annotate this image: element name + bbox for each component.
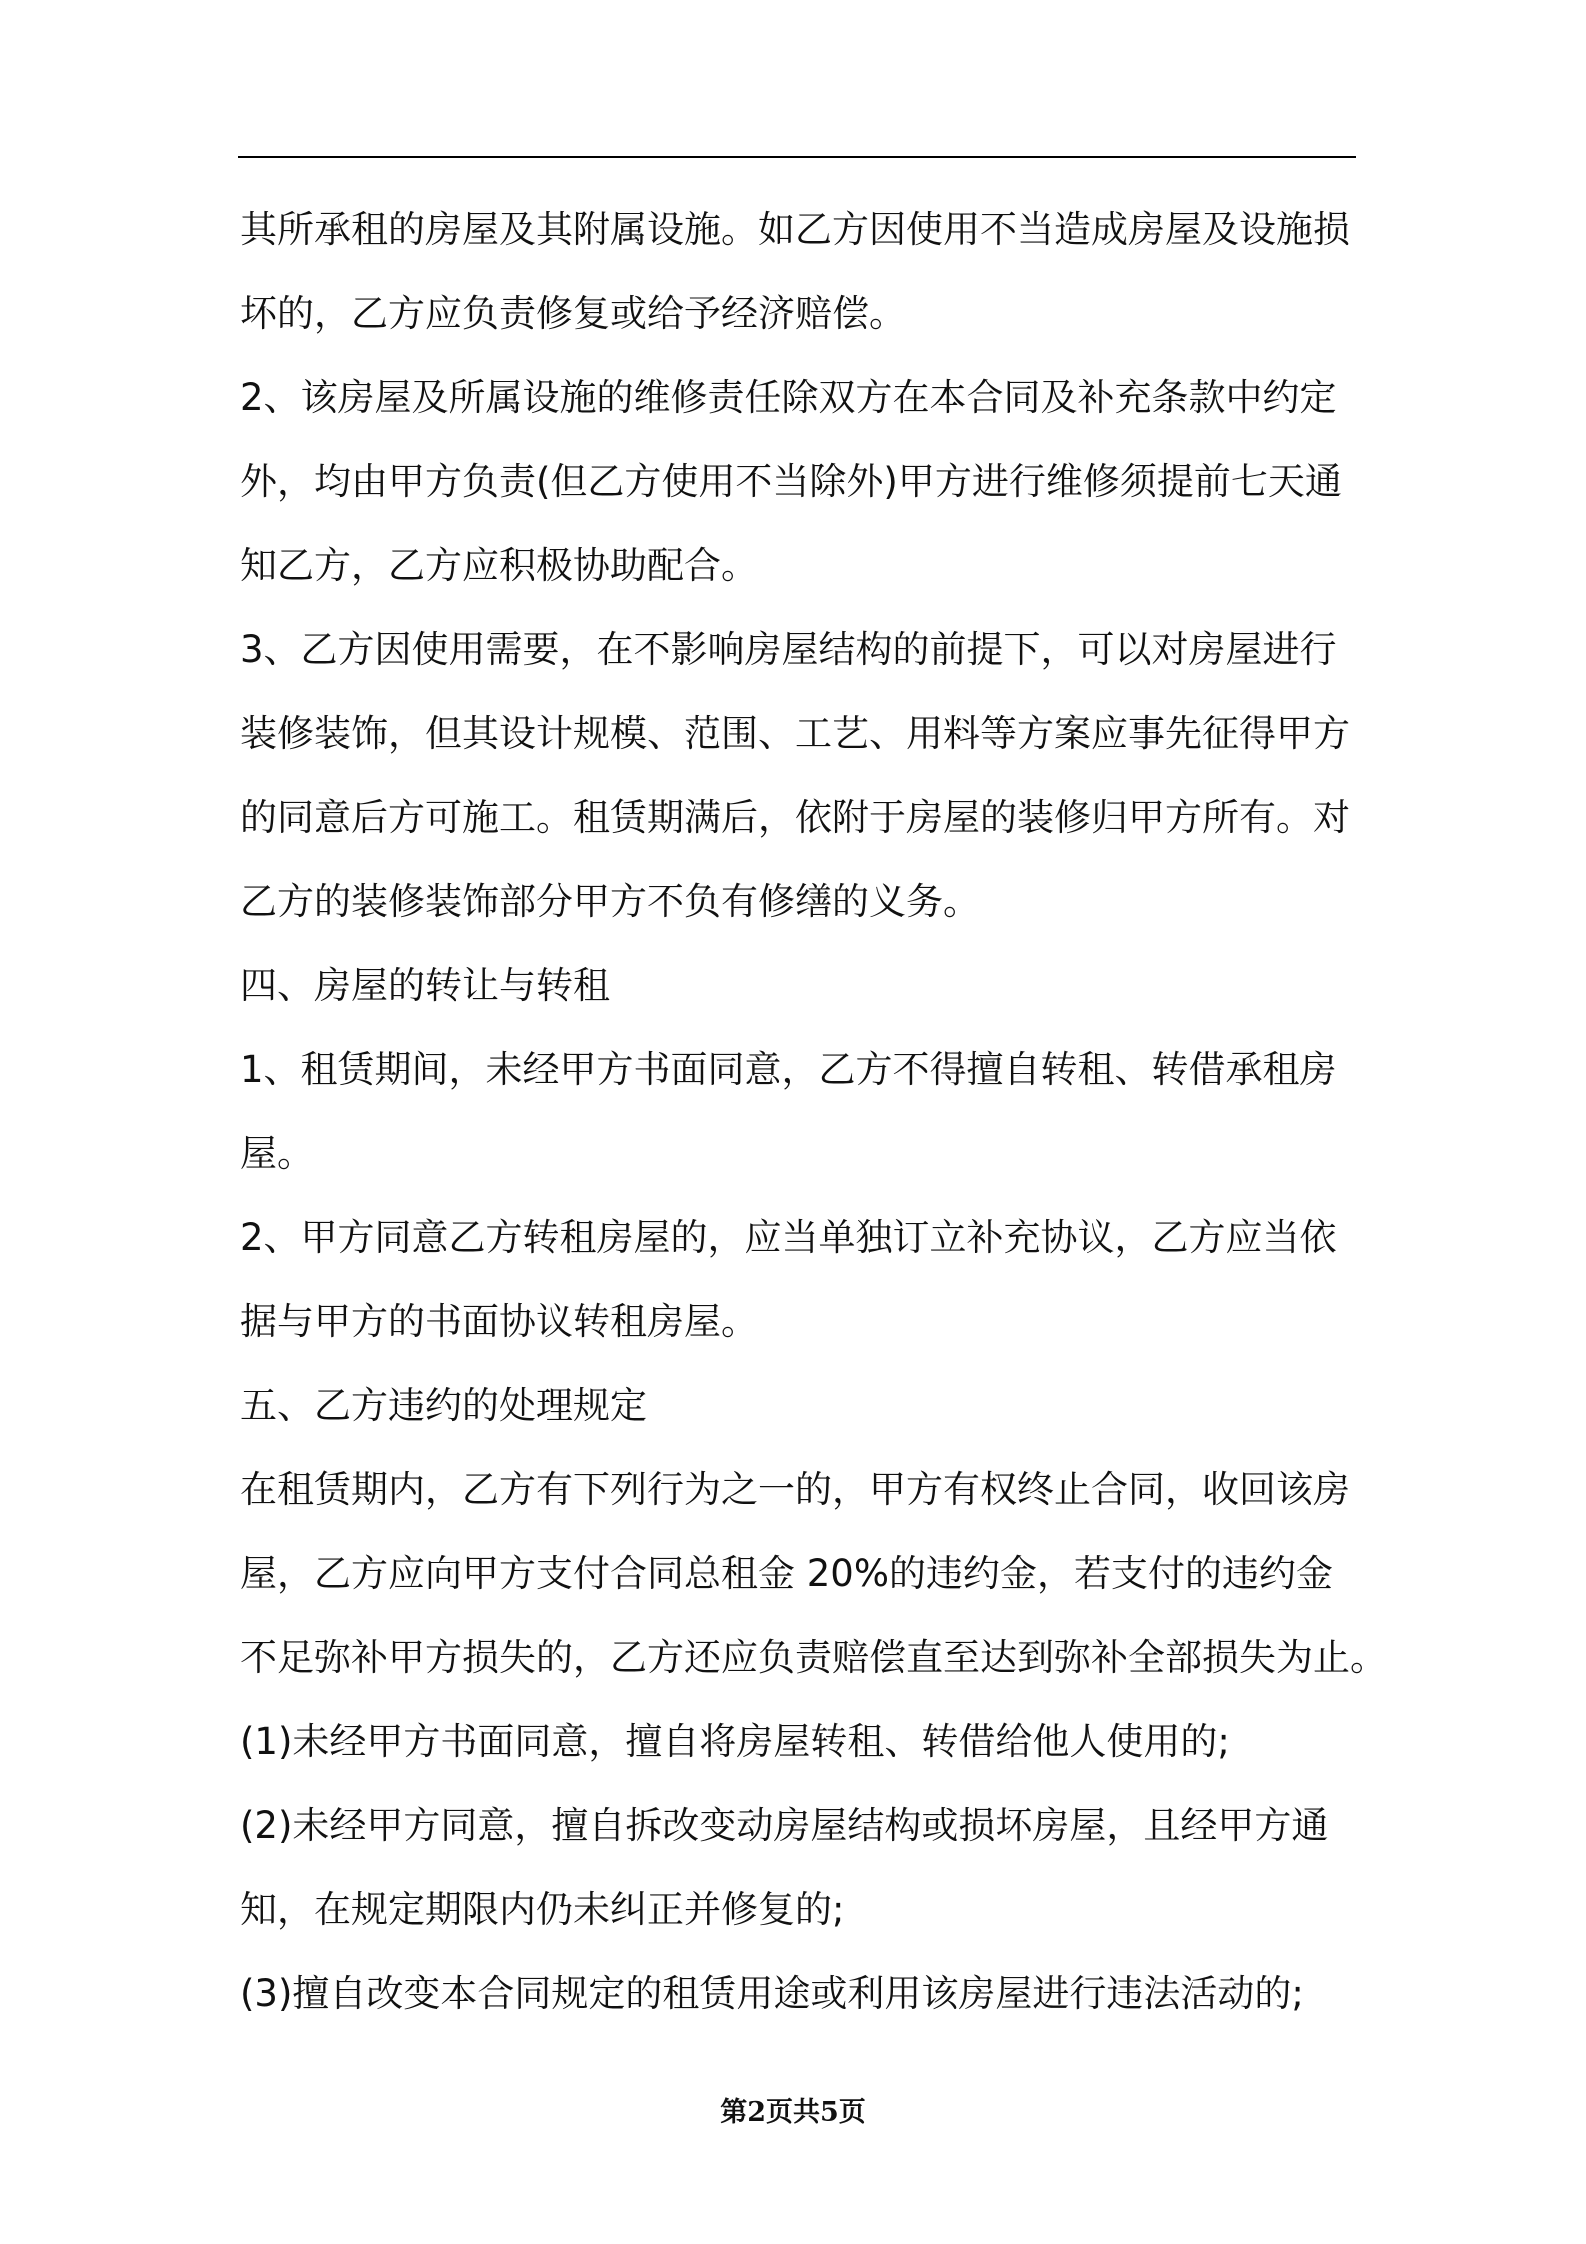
text-line: 知乙方，乙方应积极协助配合。 <box>240 544 758 587</box>
text-line: (2)未经甲方同意，擅自拆改变动房屋结构或损坏房屋，且经甲方通 <box>240 1804 1329 1847</box>
text-line: 外，均由甲方负责(但乙方使用不当除外)甲方进行维修须提前七天通 <box>240 460 1342 503</box>
section-heading: 四、房屋的转让与转租 <box>240 964 610 1007</box>
text-line: 2、该房屋及所属设施的维修责任除双方在本合同及补充条款中约定 <box>240 376 1337 419</box>
text-line: 其所承租的房屋及其附属设施。如乙方因使用不当造成房屋及设施损 <box>240 208 1350 251</box>
text-line: 屋，乙方应向甲方支付合同总租金 20%的违约金，若支付的违约金 <box>240 1552 1333 1595</box>
text-line: 屋。 <box>240 1132 314 1175</box>
text-line: 坏的，乙方应负责修复或给予经济赔偿。 <box>240 292 906 335</box>
text-line: 1、租赁期间，未经甲方书面同意，乙方不得擅自转租、转借承租房 <box>240 1048 1337 1091</box>
text-line: 在租赁期内，乙方有下列行为之一的，甲方有权终止合同，收回该房 <box>240 1468 1350 1511</box>
text-line: 的同意后方可施工。租赁期满后，依附于房屋的装修归甲方所有。对 <box>240 796 1350 839</box>
text-line: 不足弥补甲方损失的，乙方还应负责赔偿直至达到弥补全部损失为止。 <box>240 1636 1387 1679</box>
text-line: 3、乙方因使用需要，在不影响房屋结构的前提下，可以对房屋进行 <box>240 628 1337 671</box>
text-line: 据与甲方的书面协议转租房屋。 <box>240 1300 758 1343</box>
document-body <box>240 188 1387 2036</box>
text-line: 知，在规定期限内仍未纠正并修复的; <box>240 1888 845 1931</box>
text-line: (1)未经甲方书面同意，擅自将房屋转租、转借给他人使用的; <box>240 1720 1230 1763</box>
text-line: 装修装饰，但其设计规模、范围、工艺、用料等方案应事先征得甲方 <box>240 712 1350 755</box>
text-line: (3)擅自改变本合同规定的租赁用途或利用该房屋进行违法活动的; <box>240 1972 1304 2015</box>
text-line: 乙方的装修装饰部分甲方不负有修缮的义务。 <box>240 880 980 923</box>
header-rule <box>238 156 1356 158</box>
section-heading: 五、乙方违约的处理规定 <box>240 1384 647 1427</box>
page-number: 第2页共5页 <box>720 2097 866 2128</box>
text-line: 2、甲方同意乙方转租房屋的，应当单独订立补充协议，乙方应当依 <box>240 1216 1337 1259</box>
